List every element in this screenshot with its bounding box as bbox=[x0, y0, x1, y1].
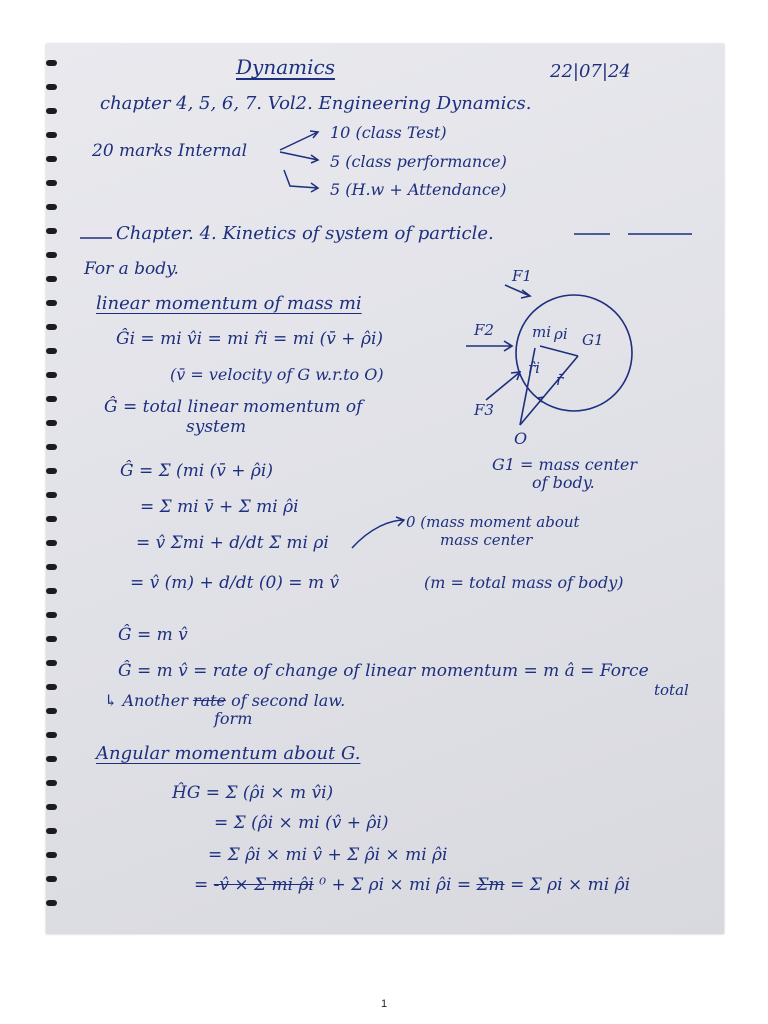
diagram-caption-2: of body. bbox=[532, 473, 595, 492]
marks-item: 10 (class Test) bbox=[330, 123, 447, 142]
deriv-line-7-form: form bbox=[214, 709, 253, 728]
angular-line-4-end: = Σ ρi × mi ρ̂i bbox=[510, 875, 631, 895]
deriv-note: 0 (mass moment about bbox=[406, 513, 580, 531]
linear-def: Ĝ = total linear momentum of bbox=[104, 397, 363, 417]
label-f3: F3 bbox=[474, 401, 494, 419]
page-date: 22|07|24 bbox=[550, 61, 631, 82]
angular-line-4-mid: ⁰ + Σ ρi × mi ρ̂i = bbox=[319, 875, 472, 895]
label-f2: F2 bbox=[474, 321, 494, 339]
deriv-note-2: mass center bbox=[440, 531, 533, 549]
angular-line-4-strike: -v̂ × Σ mi ρ̂i bbox=[213, 875, 314, 895]
course-line: chapter 4, 5, 6, 7. Vol2. Engineering Dynamics. bbox=[100, 93, 532, 114]
deriv-line-7-rest: of second law. bbox=[231, 691, 346, 710]
label-rbar: r̄ bbox=[556, 371, 564, 389]
marks-label: 20 marks Internal bbox=[92, 141, 248, 161]
label-origin: O bbox=[514, 429, 528, 448]
linear-title: linear momentum of mass mi bbox=[96, 293, 362, 314]
angular-line-4-strike-2: Σm bbox=[476, 875, 505, 895]
page-number: 1 bbox=[380, 998, 388, 1010]
angular-line-3: = Σ ρ̂i × mi v̂ + Σ ρ̂i × mi ρ̂i bbox=[208, 845, 448, 865]
linear-eq: Ĝi = mi v̂i = mi r̂i = mi (v̄ + ρ̂i) bbox=[116, 329, 384, 349]
deriv-line-7-strike: rate bbox=[192, 691, 227, 710]
angular-line-4-eq: = bbox=[194, 875, 209, 895]
chapter-sub: For a body. bbox=[84, 259, 179, 279]
deriv-line-4: = v̂ (m) + d/dt (0) = m v̂ bbox=[130, 573, 340, 593]
angular-title: Angular momentum about G. bbox=[96, 743, 361, 764]
label-mi: mi bbox=[532, 323, 552, 341]
deriv-line-5: Ĝ = m v̂ bbox=[118, 625, 188, 645]
label-rho: ρi bbox=[554, 325, 568, 343]
deriv-line-2: = Σ mi v̄ + Σ mi ρ̂i bbox=[140, 497, 299, 517]
page-title: Dynamics bbox=[236, 55, 335, 79]
deriv-line-1: Ĝ = Σ (mi (v̄ + ρ̂i) bbox=[120, 461, 273, 481]
deriv-line-7: ↳ Another rate of second law. bbox=[104, 691, 346, 710]
marks-item: 5 (class performance) bbox=[330, 152, 507, 171]
angular-line-1: ĤG = Σ (ρ̂i × m v̂i) bbox=[172, 783, 334, 803]
chapter-heading: Chapter. 4. Kinetics of system of particle. bbox=[116, 223, 494, 244]
deriv-line-6: Ĝ = m v̂ = rate of change of linear momentum = m â = Force bbox=[118, 661, 649, 681]
label-f1: F1 bbox=[512, 267, 532, 285]
angular-line-2: = Σ (ρ̂i × mi (v̂ + ρ̂i) bbox=[214, 813, 389, 833]
label-ri: r̂i bbox=[528, 359, 540, 377]
marks-item: 5 (H.w + Attendance) bbox=[330, 180, 507, 199]
linear-def-2: system bbox=[186, 417, 247, 437]
deriv-line-3: = v̂ Σmi + d/dt Σ mi ρi bbox=[136, 533, 329, 553]
deriv-line-7-word: Another bbox=[122, 691, 188, 710]
linear-note: (v̄ = velocity of G w.r.to O) bbox=[170, 365, 384, 384]
deriv-line-4-note: (m = total mass of body) bbox=[424, 573, 624, 592]
diagram-caption: G1 = mass center bbox=[492, 455, 638, 474]
label-g1: G1 bbox=[582, 331, 604, 349]
deriv-line-6-sub: total bbox=[654, 681, 689, 699]
